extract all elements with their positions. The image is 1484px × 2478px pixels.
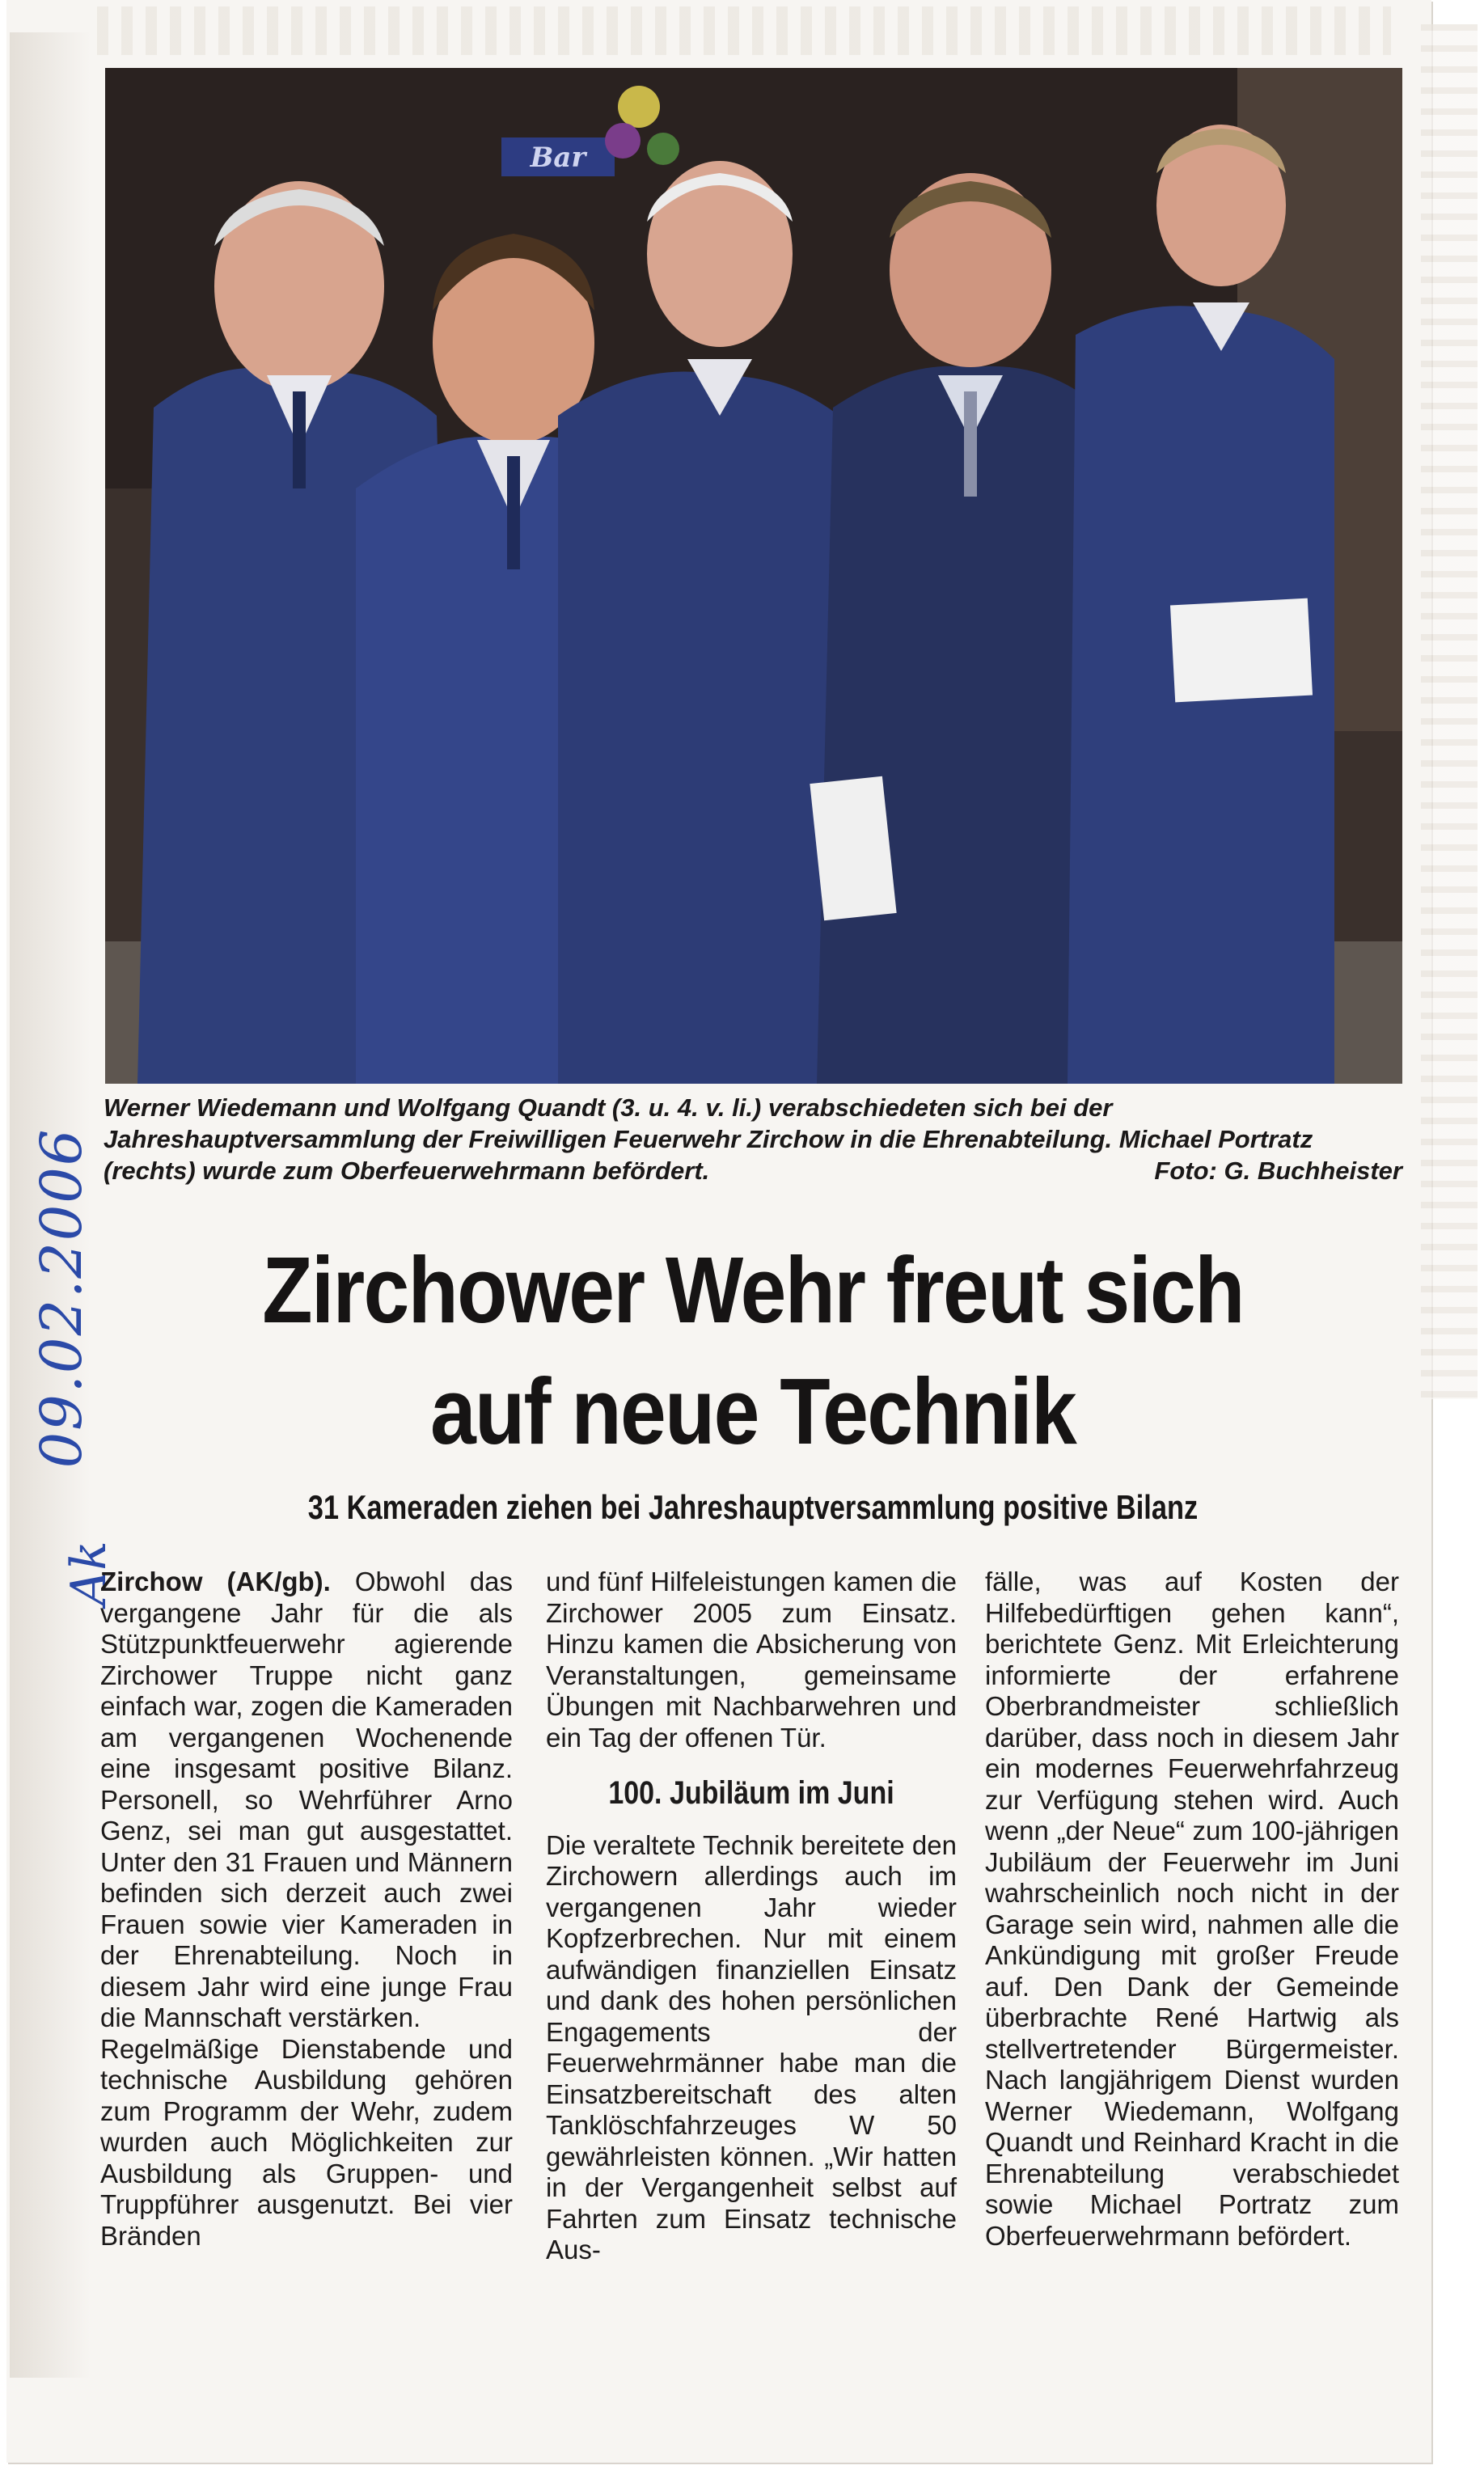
- section-heading: 100. Jubiläum im Juni: [608, 1775, 894, 1811]
- handwritten-annotation: [16, 1084, 117, 1605]
- handwritten-date: 09.02.2006: [28, 1127, 95, 1469]
- article-paragraph: Die veraltete Technik bereitete den Zirchowern allerdings auch im vergangenen Jahr wieder Kopfzerbrechen. Nur mit einem aufwändigen finanziellen Einsatz und dank des hohen persönlichen Engagements der Feuerwehrmänner habe man die Einsatzbereitschaft des alten Tanklöschfahrzeuges W 50 gewährleisten können. „Wir hatten in der Vergangenheit selbst auf Fahrten zum Einsatz technische Aus-: [546, 1829, 957, 2264]
- group-photo-icon: [105, 68, 1402, 1084]
- certificate-icon: [810, 776, 896, 920]
- headline-line-1: Zirchower Wehr freut sich: [262, 1237, 1244, 1343]
- headline-line-2: auf neue Technik: [429, 1359, 1076, 1464]
- certificate-icon: [1170, 598, 1313, 703]
- article-paragraph: fälle, was auf Kosten der Hilfebedürftigen gehen kann“, berichtete Genz. Mit Erleichterung informierte der erfahrene Oberbrandmeister schließlich darüber, dass noch in diesem Jahr ein modernes Feuerwehrfahrzeug zur Verfügung stehen wird. Auch wenn „der Neue“ zum 100-jährigen Jubiläum der Feuerwehr im Juni wahrscheinlich noch nicht in der Garage sein wird, nahmen alle die Ankündigung mit großer Freude auf. Den Dank der Gemeinde überbrachte René Hartwig als stellvertretender Bürgermeister. Nach langjährigem Dienst wurden Werner Wiedemann, Wolfgang Quandt und Reinhard Kracht in die Ehrenabteilung verabschiedet sowie Michael Portratz zum Oberfeuerwehrmann befördert.: [985, 1567, 1399, 2251]
- balloon-icon: [605, 123, 641, 159]
- article-column-3: [985, 1567, 1399, 2252]
- article-column-2: [546, 1567, 957, 2266]
- scan-edge-right: [1421, 24, 1478, 1399]
- balloon-icon: [618, 86, 660, 128]
- caption-text: Werner Wiedemann und Wolfgang Quandt (3. u. 4. v. li.) verabschiedeten sich bei der Jahreshauptversammlung der Freiwilligen Feuerwehr Zirchow in die Ehrenabteilung. Michael Portratz (rechts) wurde zum Oberfeuerwehrmann befördert.: [104, 1093, 1313, 1185]
- subheadline: 31 Kameraden ziehen bei Jahreshauptversammlung positive Bilanz: [307, 1488, 1199, 1526]
- group-photo: [105, 68, 1402, 1084]
- photo-credit: Foto: G. Buchheister: [1154, 1157, 1402, 1185]
- dateline: Zirchow (AK/gb).: [100, 1567, 331, 1596]
- handwritten-initials: Ak: [61, 1541, 117, 1605]
- article-paragraph: und fünf Hilfeleistungen kamen die Zirchower 2005 zum Einsatz. Hinzu kamen die Absicherung von Veranstaltungen, gemeinsame Übungen mit Nachbarwehren und ein Tag der offenen Tür.: [546, 1567, 957, 1753]
- article-column-1: [100, 1567, 513, 2252]
- article-paragraph: [100, 1567, 513, 2034]
- balloon-icon: [647, 133, 679, 165]
- bar-sign-text: Bar: [530, 142, 586, 174]
- photo-caption: [104, 1092, 1402, 1186]
- paragraph-text: Obwohl das vergangene Jahr für die als Stützpunktfeuerwehr agierende Zirchower Truppe nicht ganz einfach war, zogen die Kameraden am vergangenen Wochenende eine insgesamt positive Bilanz. Personell, so Wehrführer Arno Genz, sei man gut ausgestattet. Unter den 31 Frauen und Männern befinden sich derzeit auch zwei Frauen sowie vier Kameraden in der Ehrenabteilung. Noch in diesem Jahr wird eine junge Frau die Mannschaft verstärken.: [100, 1567, 514, 2032]
- article-paragraph: Regelmäßige Dienstabende und technische Ausbildung gehören zum Programm der Wehr, zudem wurden auch Möglichkeiten zur Ausbildung als Gruppen- und Truppführer ausgenutzt. Bei vier Bränden: [100, 2033, 513, 2251]
- scan-edge-top: [97, 6, 1391, 55]
- headline: [181, 1229, 1324, 1472]
